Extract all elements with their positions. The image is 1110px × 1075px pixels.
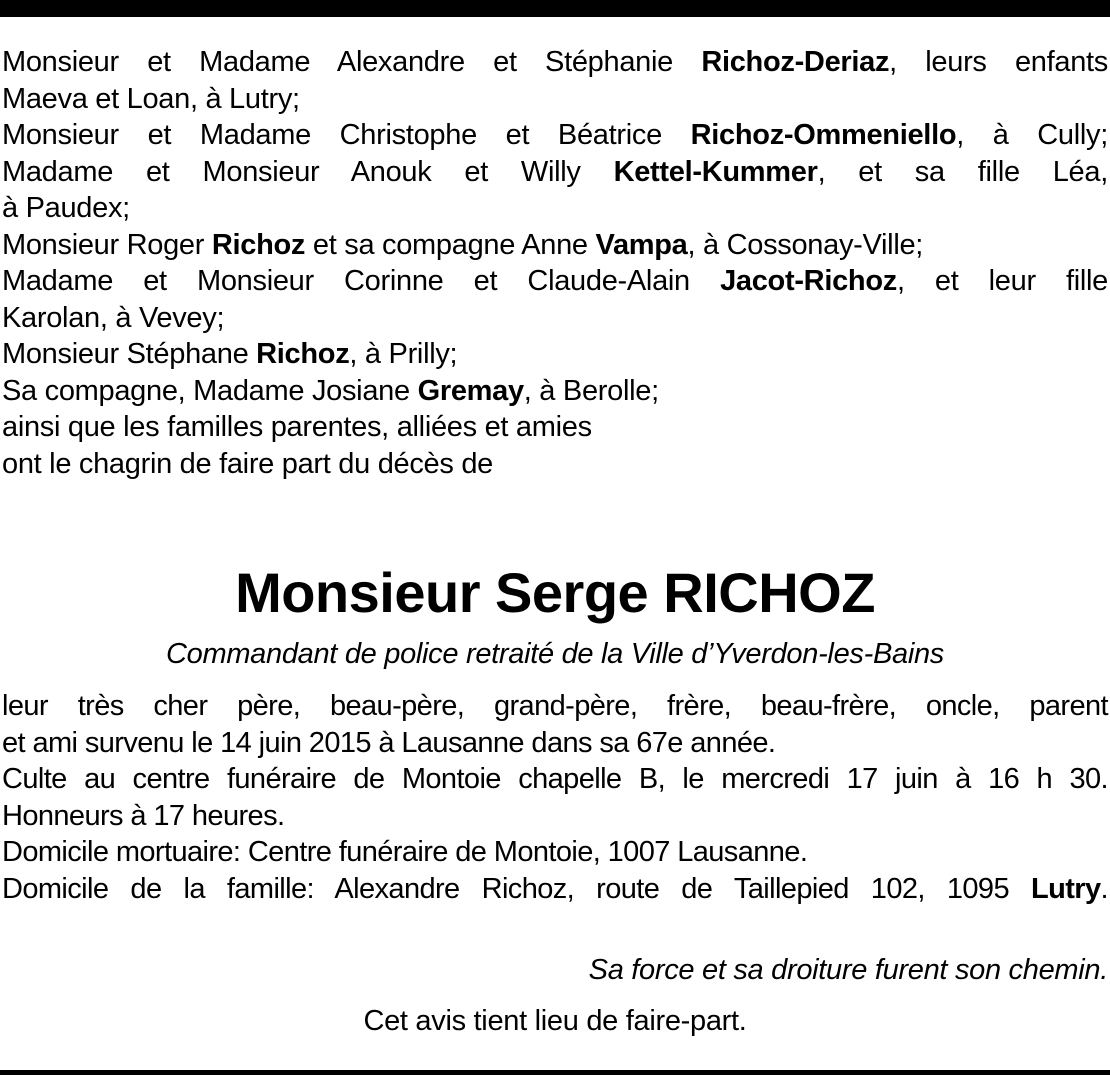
town-name: Lutry <box>1031 872 1101 905</box>
family-line: Monsieur Stéphane Richoz, à Prilly; <box>2 338 458 370</box>
detail-line-family-home: Domicile de la famille: Alexandre Richoz, route de Taillepied 102, 1095 Lutry. <box>2 872 1108 905</box>
deceased-title: Commandant de police retraité de la Ville d’Yverdon-les-Bains <box>165 638 944 670</box>
family-line: Monsieur Roger Richoz et sa compagne Anne Vampa, à Cossonay-Ville; <box>2 228 924 261</box>
family-surname: Jacot-Richoz <box>720 265 897 297</box>
family-line: Madame et Monsieur Anouk et Willy Kettel-Kummer, et sa fille Léa, <box>2 155 1108 188</box>
top-rule <box>0 0 1110 17</box>
closing-note: Cet avis tient lieu de faire-part. <box>363 1005 747 1037</box>
family-line: ont le chagrin de faire part du décès de <box>2 447 493 480</box>
motto: Sa force et sa droiture furent son chemin. <box>588 954 1108 986</box>
detail-line: et ami survenu le 14 juin 2015 à Lausanne dans sa 67e année. <box>2 726 776 759</box>
family-surname: Kettel-Kummer <box>613 155 818 188</box>
family-surname: Vampa <box>595 228 688 261</box>
family-line: à Paudex; <box>2 192 130 224</box>
deceased-name: Monsieur Serge RICHOZ <box>235 561 875 624</box>
bottom-rule <box>0 1070 1110 1075</box>
detail-line: leur très cher père, beau-père, grand-père, frère, beau-frère, oncle, parent <box>2 690 1108 722</box>
detail-line: Domicile mortuaire: Centre funéraire de Montoie, 1007 Lausanne. <box>2 836 808 868</box>
family-surname: Richoz-Deriaz <box>701 46 890 78</box>
family-surname: Richoz <box>256 338 350 370</box>
family-line: Monsieur et Madame Christophe et Béatrice Richoz-Ommeniello, à Cully; <box>2 119 1108 151</box>
family-line: Madame et Monsieur Corinne et Claude-Alain Jacot-Richoz, et leur fille <box>2 265 1108 297</box>
detail-line: Honneurs à 17 heures. <box>2 799 285 832</box>
family-line: Monsieur et Madame Alexandre et Stéphanie Richoz-Deriaz, leurs enfants <box>2 46 1108 78</box>
family-line: Sa compagne, Madame Josiane Gremay, à Berolle; <box>2 374 659 407</box>
family-line: ainsi que les familles parentes, alliées et amies <box>2 411 592 443</box>
family-announcement <box>2 44 1108 482</box>
family-line: Karolan, à Vevey; <box>2 301 225 334</box>
family-surname: Gremay <box>417 374 524 407</box>
family-surname: Richoz <box>211 228 306 261</box>
detail-line: Culte au centre funéraire de Montoie chapelle B, le mercredi 17 juin à 16 h 30. <box>2 763 1108 795</box>
funeral-details <box>2 688 1108 907</box>
family-surname: Richoz-Ommeniello <box>690 119 957 151</box>
family-line: Maeva et Loan, à Lutry; <box>2 82 300 115</box>
